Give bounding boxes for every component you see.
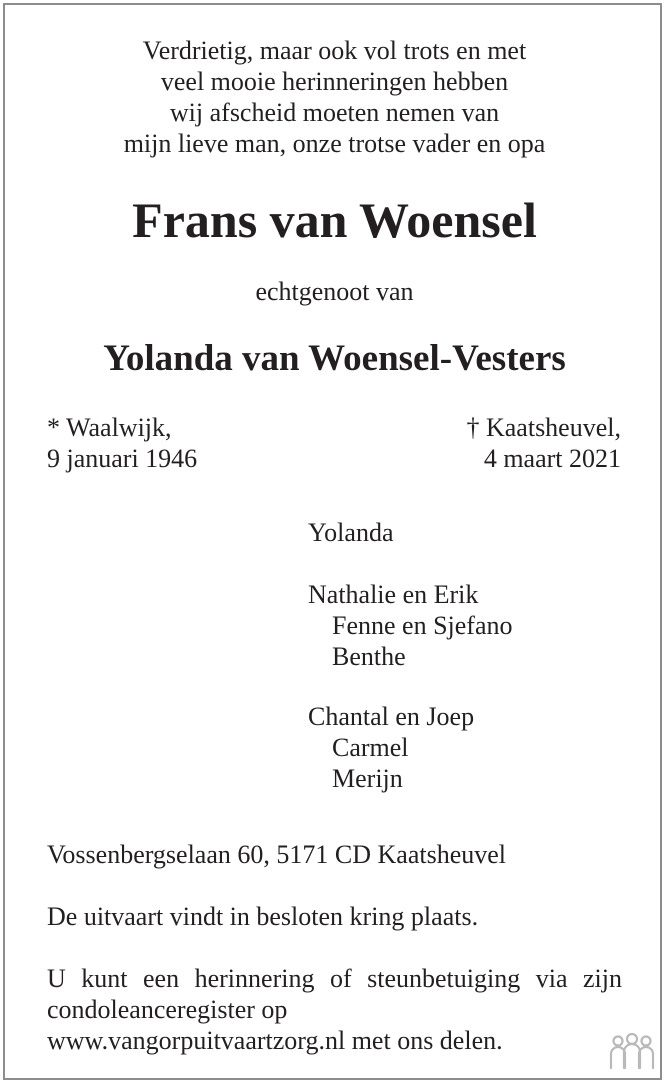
intro-line-4: mijn lieve man, onze trotse vader en opa (123, 129, 546, 158)
death-place: † Kaatsheuvel, (466, 413, 621, 442)
people-group-icon (608, 1032, 656, 1072)
birth-date: 9 januari 1946 (47, 444, 198, 473)
intro-line-3: wij afscheid moeten nemen van (169, 98, 500, 127)
family-group2-parents: Chantal en Joep (308, 702, 475, 731)
spouse-name: Yolanda van Woensel-Vesters (103, 338, 566, 379)
intro-line-1: Verdrietig, maar ook vol trots en met (142, 36, 527, 65)
family-group1-child-2: Benthe (332, 642, 406, 671)
family-group1-parents: Nathalie en Erik (308, 580, 479, 609)
address: Vossenbergselaan 60, 5171 CD Kaatsheuvel (47, 840, 507, 869)
family-group2-child-2: Merijn (332, 764, 403, 793)
family-group2-child-1: Carmel (332, 733, 409, 762)
relation-text: echtgenoot van (255, 277, 414, 306)
condolence-line-2: condoleanceregister op (47, 995, 288, 1024)
condolence-line-3: www.vangorpuitvaartzorg.nl met ons delen. (47, 1026, 503, 1055)
funeral-note: De uitvaart vindt in besloten kring plaats. (47, 902, 479, 931)
birth-place: * Waalwijk, (47, 413, 172, 442)
intro-line-2: veel mooie herinneringen hebben (160, 67, 509, 96)
deceased-name: Frans van Woensel (132, 192, 537, 248)
condolence-line-1: U kunt een herinnering of steunbetuiging via zijn (47, 964, 622, 993)
family-spouse: Yolanda (308, 518, 394, 547)
family-group1-child-1: Fenne en Sjefano (332, 611, 513, 640)
death-date: 4 maart 2021 (483, 444, 621, 473)
